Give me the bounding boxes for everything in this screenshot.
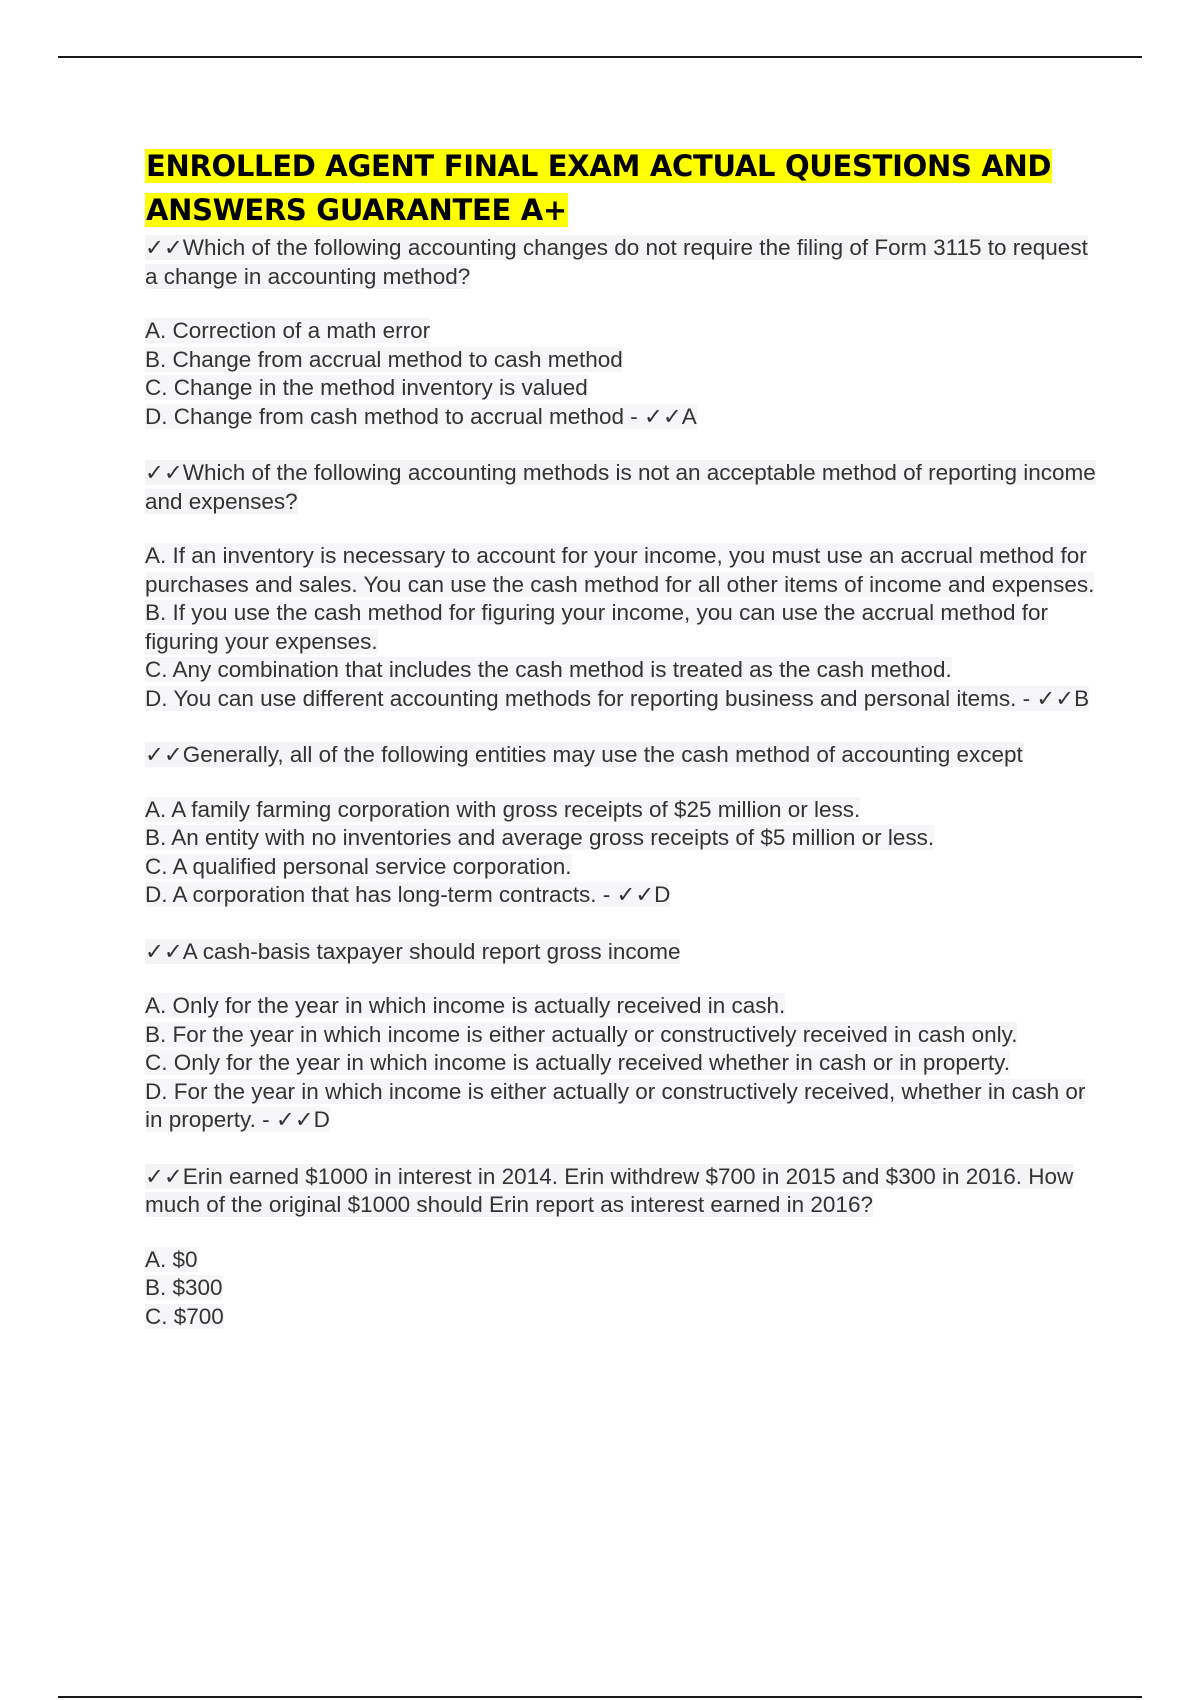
option-4a: A. Only for the year in which income is actually received in cash.	[145, 993, 786, 1018]
answer-options	[145, 796, 1105, 910]
question-text	[145, 459, 1105, 516]
option-2d: D. You can use different accounting methods for reporting business and personal items. - ✓✓B	[145, 685, 1090, 711]
answer-option	[145, 1049, 1105, 1078]
option-4d: D. For the year in which income is either actually or constructively received, whether in cash or in property. - ✓✓D	[145, 1078, 1086, 1132]
question-text	[145, 1163, 1105, 1220]
question-block-5	[145, 1163, 1105, 1332]
question-text-4: ✓✓A cash-basis taxpayer should report gross income	[145, 938, 681, 964]
answer-option	[145, 1246, 1105, 1275]
answer-option	[145, 403, 1105, 432]
answer-options	[145, 992, 1105, 1135]
option-3c: C. A qualified personal service corporation.	[145, 853, 572, 879]
answer-option	[145, 824, 1105, 853]
document-title	[145, 144, 1105, 232]
answer-option	[145, 685, 1105, 714]
option-2a: A. If an inventory is necessary to account for your income, you must use an accrual method for purchases and sales. You can use the cash method for all other items of income and expenses.	[145, 543, 1095, 597]
answer-options	[145, 1246, 1105, 1332]
question-block-4	[145, 938, 1105, 1135]
answer-options	[145, 317, 1105, 431]
question-text-5: ✓✓Erin earned $1000 in interest in 2014. Erin withdrew $700 in 2015 and $300 in 2016. How much of the original $1000 should Erin report as interest earned in 2016?	[145, 1163, 1074, 1217]
answer-option	[145, 1303, 1105, 1332]
bottom-rule	[58, 1696, 1142, 1698]
document-body	[145, 144, 1105, 1359]
answer-options	[145, 542, 1105, 713]
option-1d: D. Change from cash method to accrual method - ✓✓A	[145, 403, 697, 429]
question-text-2: ✓✓Which of the following accounting methods is not an acceptable method of reporting income and expenses?	[145, 460, 1096, 514]
question-block-2	[145, 459, 1105, 713]
option-2c: C. Any combination that includes the cash method is treated as the cash method.	[145, 657, 952, 682]
answer-option	[145, 1021, 1105, 1050]
option-1c: C. Change in the method inventory is valued	[145, 375, 588, 400]
top-rule	[58, 56, 1142, 58]
question-text	[145, 741, 1105, 770]
option-4c: C. Only for the year in which income is actually received whether in cash or in property.	[145, 1050, 1010, 1075]
question-text	[145, 234, 1105, 291]
option-2b: B. If you use the cash method for figuring your income, you can use the accrual method for figuring your expenses.	[145, 600, 1048, 654]
answer-option	[145, 796, 1105, 825]
option-1b: B. Change from accrual method to cash method	[145, 346, 623, 372]
answer-option	[145, 599, 1105, 656]
option-3a: A. A family farming corporation with gross receipts of $25 million or less.	[145, 796, 861, 822]
answer-option	[145, 1078, 1105, 1135]
document-title-text: ENROLLED AGENT FINAL EXAM ACTUAL QUESTIONS AND ANSWERS GUARANTEE A+	[146, 149, 1052, 227]
option-3b: B. An entity with no inventories and average gross receipts of $5 million or less.	[145, 825, 935, 850]
question-block-1	[145, 234, 1105, 431]
question-text-3: ✓✓Generally, all of the following entities may use the cash method of accounting except	[145, 742, 1023, 767]
answer-option	[145, 374, 1105, 403]
question-text-1: ✓✓Which of the following accounting changes do not require the filing of Form 3115 to request a change in accounting method?	[145, 235, 1088, 289]
option-5b: B. $300	[145, 1275, 223, 1300]
option-4b: B. For the year in which income is either actually or constructively received in cash only.	[145, 1021, 1018, 1047]
answer-option	[145, 1274, 1105, 1303]
answer-option	[145, 542, 1105, 599]
question-text	[145, 938, 1105, 967]
option-1a: A. Correction of a math error	[145, 318, 431, 343]
option-5a: A. $0	[145, 1246, 198, 1272]
answer-option	[145, 853, 1105, 882]
answer-option	[145, 346, 1105, 375]
option-3d: D. A corporation that has long-term contracts. - ✓✓D	[145, 882, 671, 907]
question-block-3	[145, 741, 1105, 910]
answer-option	[145, 317, 1105, 346]
answer-option	[145, 881, 1105, 910]
answer-option	[145, 656, 1105, 685]
answer-option	[145, 992, 1105, 1021]
option-5c: C. $700	[145, 1303, 224, 1329]
